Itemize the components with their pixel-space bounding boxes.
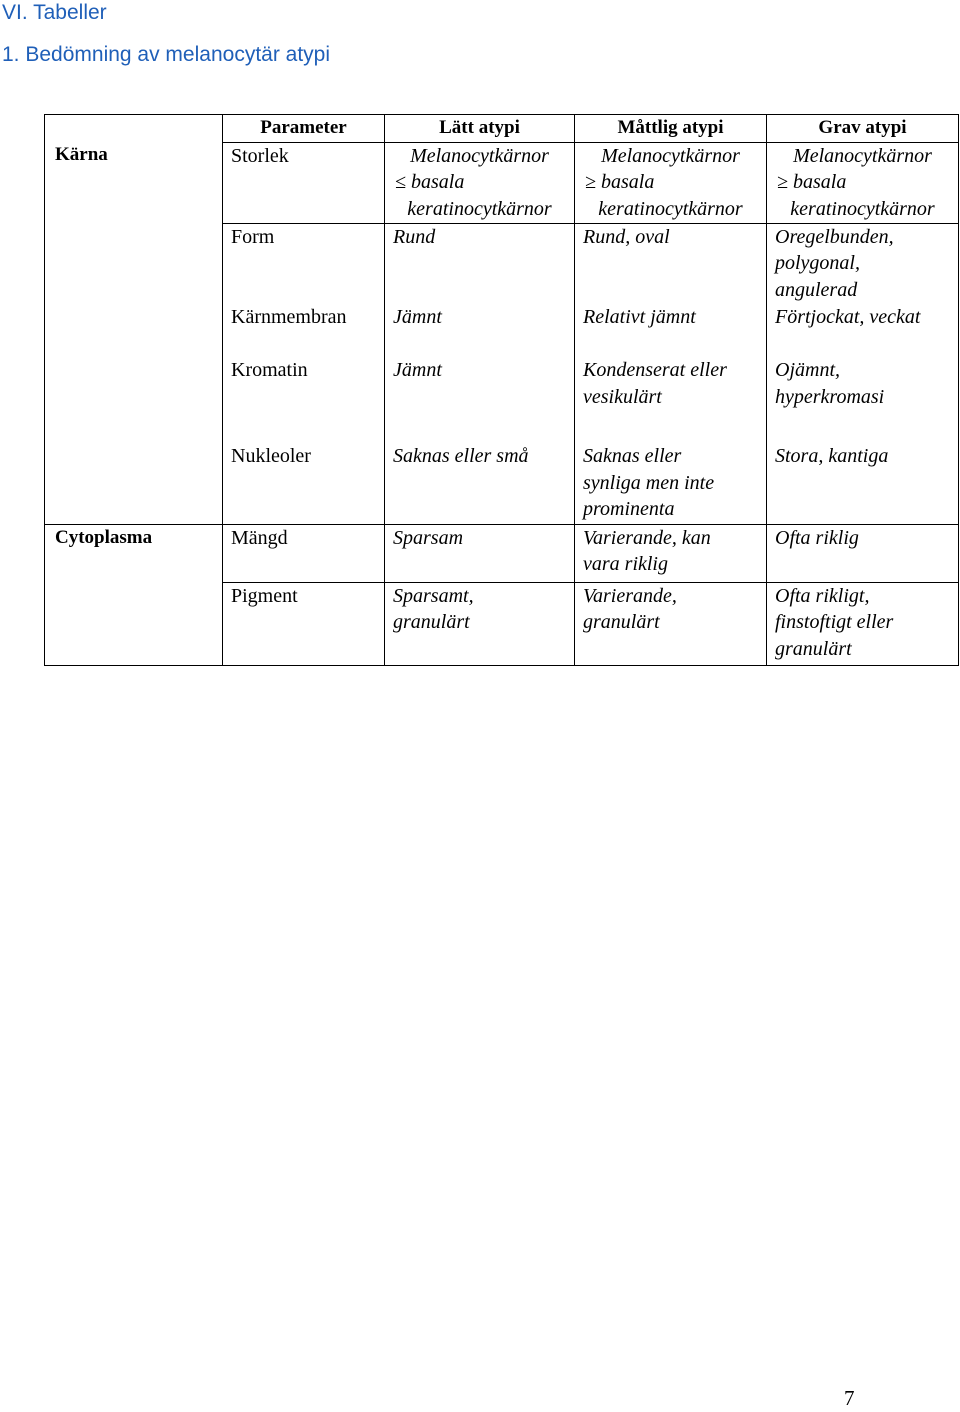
page-number: 7	[844, 1386, 855, 1410]
group-spacer	[45, 443, 223, 524]
cell-line: keratinocytkärnor	[598, 197, 743, 220]
group-spacer	[45, 223, 223, 304]
cell-line: Melanocytkärnor	[601, 144, 740, 167]
header-mattlig-atypi: Måttlig atypi	[575, 115, 767, 143]
cell-line: Varierande, kan	[583, 526, 711, 549]
grav-cell: Stora, kantiga	[767, 443, 959, 524]
mattlig-cell	[575, 142, 767, 223]
cell-line: Sparsamt,	[393, 584, 474, 607]
cell-line: Kondenserat eller	[583, 359, 727, 381]
latt-cell: Rund	[385, 223, 575, 304]
cell-line: hyperkromasi	[775, 385, 885, 408]
grav-cell: Förtjockat, veckat	[767, 304, 959, 357]
cell-line: keratinocytkärnor	[790, 197, 935, 220]
table-header-row	[45, 115, 959, 143]
mattlig-cell: Relativt jämnt	[575, 304, 767, 357]
table-row	[45, 142, 959, 223]
latt-cell	[385, 142, 575, 223]
header-latt-atypi: Lätt atypi	[385, 115, 575, 143]
latt-cell: Saknas eller små	[385, 443, 575, 524]
latt-cell: Sparsam	[385, 524, 575, 582]
group-label-cytoplasma: Cytoplasma	[45, 524, 223, 582]
cell-line: ≥ basala	[777, 171, 847, 193]
latt-cell: Jämnt	[385, 304, 575, 357]
cell-line: Oregelbunden,	[775, 225, 894, 248]
cell-line: Melanocytkärnor	[793, 144, 932, 167]
cell-line: synliga men inte	[583, 471, 715, 494]
cell-line: keratinocytkärnor	[407, 197, 552, 220]
cell-line: polygonal,	[775, 252, 860, 274]
mattlig-cell	[575, 357, 767, 443]
atypia-table	[44, 114, 959, 666]
cell-line: granulärt	[775, 637, 852, 660]
grav-cell	[767, 582, 959, 665]
mattlig-cell	[575, 582, 767, 665]
latt-cell	[385, 582, 575, 665]
cell-line: ≤ basala	[395, 171, 465, 193]
mattlig-cell: Rund, oval	[575, 223, 767, 304]
group-label-karna: Kärna	[45, 142, 223, 223]
table-row	[45, 223, 959, 304]
param-cell: Mängd	[223, 524, 385, 582]
group-spacer	[45, 304, 223, 357]
group-spacer	[45, 357, 223, 443]
table-row	[45, 443, 959, 524]
grav-cell	[767, 357, 959, 443]
cell-line: Saknas eller	[583, 445, 682, 467]
param-cell: Nukleoler	[223, 443, 385, 524]
mattlig-cell	[575, 443, 767, 524]
group-spacer	[45, 582, 223, 665]
cell-line: finstoftigt eller	[775, 611, 894, 633]
table-row	[45, 357, 959, 443]
header-parameter: Parameter	[223, 115, 385, 143]
grav-cell	[767, 223, 959, 304]
group-column-header	[45, 115, 223, 143]
cell-line: vesikulärt	[583, 385, 662, 408]
section-title: VI. Tabeller	[2, 1, 107, 24]
cell-line: Varierande,	[583, 584, 677, 607]
cell-line: Ojämnt,	[775, 359, 840, 381]
table-row	[45, 304, 959, 357]
cell-line: Melanocytkärnor	[410, 144, 549, 167]
cell-line: granulärt	[393, 611, 470, 633]
cell-line: Ofta rikligt,	[775, 584, 870, 607]
table-subtitle: 1. Bedömning av melanocytär atypi	[2, 43, 331, 66]
param-cell: Pigment	[223, 582, 385, 665]
param-cell: Form	[223, 223, 385, 304]
cell-line: vara riklig	[583, 553, 668, 575]
cell-line: granulärt	[583, 611, 660, 633]
cell-line: angulerad	[775, 278, 858, 301]
latt-cell: Jämnt	[385, 357, 575, 443]
mattlig-cell	[575, 524, 767, 582]
grav-cell	[767, 142, 959, 223]
param-cell: Storlek	[223, 142, 385, 223]
param-cell: Kromatin	[223, 357, 385, 443]
grav-cell: Ofta riklig	[767, 524, 959, 582]
header-grav-atypi: Grav atypi	[767, 115, 959, 143]
cell-line: prominenta	[583, 498, 675, 520]
cell-line: ≥ basala	[585, 171, 655, 193]
table-row	[45, 524, 959, 582]
table-row	[45, 582, 959, 665]
param-cell: Kärnmembran	[223, 304, 385, 357]
